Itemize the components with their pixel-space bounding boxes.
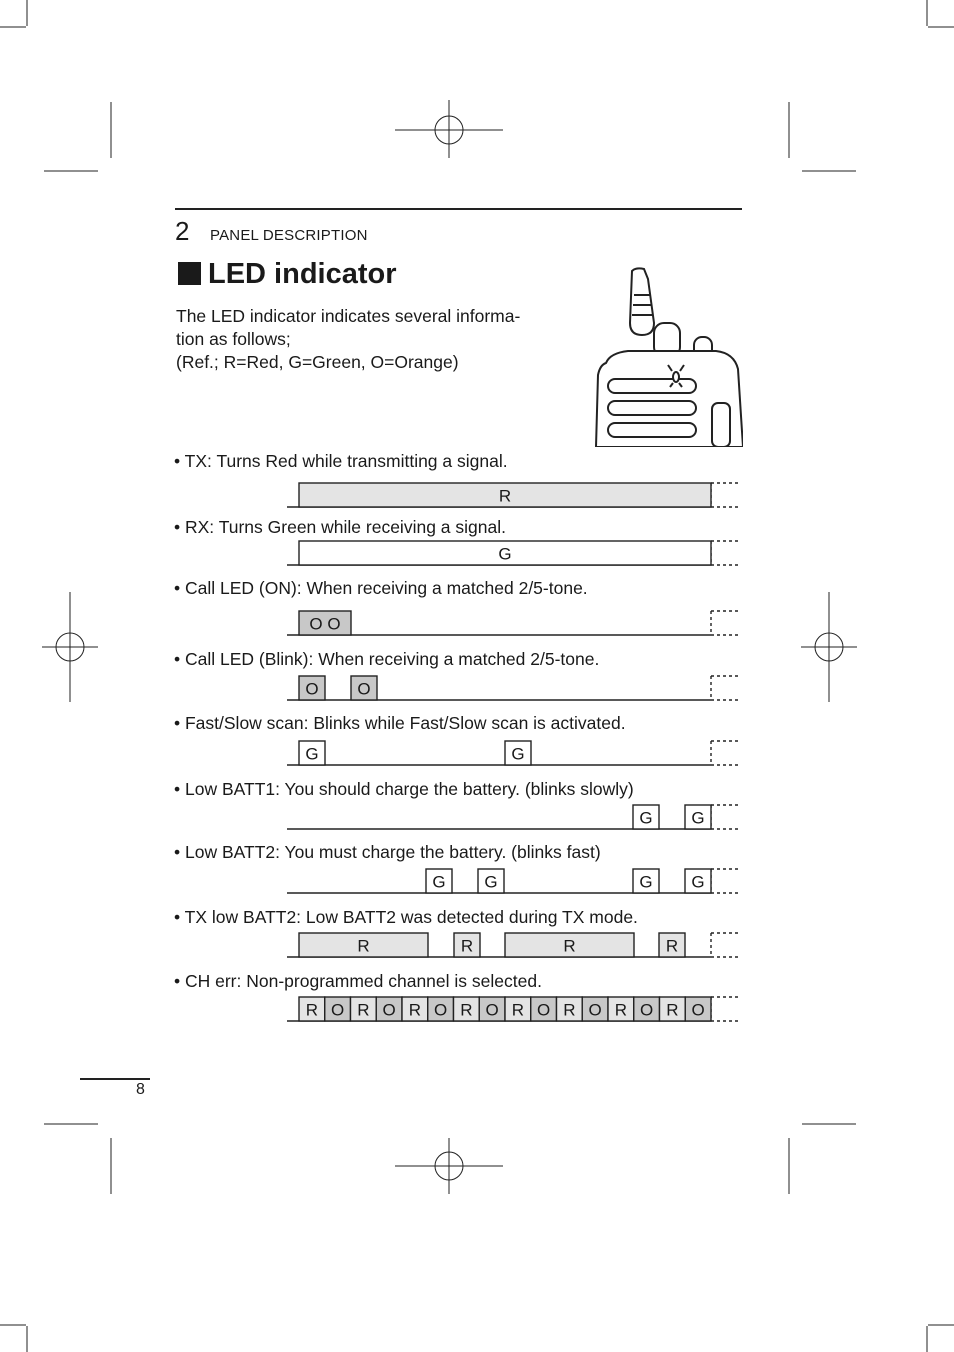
page-rule (80, 1078, 150, 1080)
led-color-label: G (305, 744, 319, 764)
chapter-title: PANEL DESCRIPTION (210, 227, 368, 244)
intro-line: tion as follows; (176, 329, 291, 349)
intro-line: (Ref.; R=Red, G=Green, O=Orange) (176, 352, 459, 372)
led-color-label: O O (309, 614, 341, 634)
led-color-label: R (460, 936, 474, 956)
page-number: 8 (136, 1081, 145, 1098)
intro-line: The LED indicator indicates several informa- (176, 306, 521, 326)
item-low-batt2: • Low BATT2: You must charge the battery. (blinks fast) (174, 842, 601, 862)
led-color-label: G (639, 808, 653, 828)
led-color-label: R (357, 936, 370, 956)
led-color-label: G (484, 872, 498, 892)
led-color-label: R (408, 1000, 422, 1020)
led-color-label: G (691, 808, 705, 828)
led-color-label: R (511, 1000, 525, 1020)
led-color-label: G (639, 872, 653, 892)
item-call-blink: • Call LED (Blink): When receiving a matched 2/5-tone. (174, 649, 600, 669)
led-color-label: G (691, 872, 705, 892)
led-color-label: O (537, 1000, 551, 1020)
led-color-label: R (460, 1000, 473, 1020)
item-low-batt1: • Low BATT1: You should charge the battery. (blinks slowly) (174, 779, 634, 799)
led-color-label: O (434, 1000, 448, 1020)
led-color-label: R (666, 1000, 679, 1020)
led-color-label: O (331, 1000, 345, 1020)
led-color-label: R (665, 936, 679, 956)
led-color-label: O (691, 1000, 705, 1020)
led-color-label: O (640, 1000, 654, 1020)
led-color-label: O (588, 1000, 602, 1020)
led-color-label: O (485, 1000, 499, 1020)
led-color-label: R (614, 1000, 628, 1020)
led-color-label: R (357, 1000, 370, 1020)
led-color-label: G (511, 744, 525, 764)
item-tx-low-batt2: • TX low BATT2: Low BATT2 was detected during TX mode. (174, 907, 638, 927)
item-call-on: • Call LED (ON): When receiving a matched 2/5-tone. (174, 578, 588, 598)
item-rx: • RX: Turns Green while receiving a signal. (174, 517, 506, 537)
led-color-label: R (563, 936, 576, 956)
led-color-label: G (432, 872, 446, 892)
led-color-label: G (498, 544, 512, 564)
item-tx: • TX: Turns Red while transmitting a signal. (174, 451, 508, 471)
led-color-label: R (498, 486, 512, 506)
led-color-label: R (563, 1000, 576, 1020)
item-scan: • Fast/Slow scan: Blinks while Fast/Slow scan is activated. (174, 713, 626, 733)
item-ch-err: • CH err: Non-programmed channel is selected. (174, 971, 542, 991)
led-color-label: R (305, 1000, 319, 1020)
led-color-label: O (382, 1000, 396, 1020)
section-title: LED indicator (208, 258, 397, 290)
chapter-number: 2 (175, 216, 190, 246)
led-color-label: O (305, 679, 319, 699)
led-color-label: O (357, 679, 371, 699)
